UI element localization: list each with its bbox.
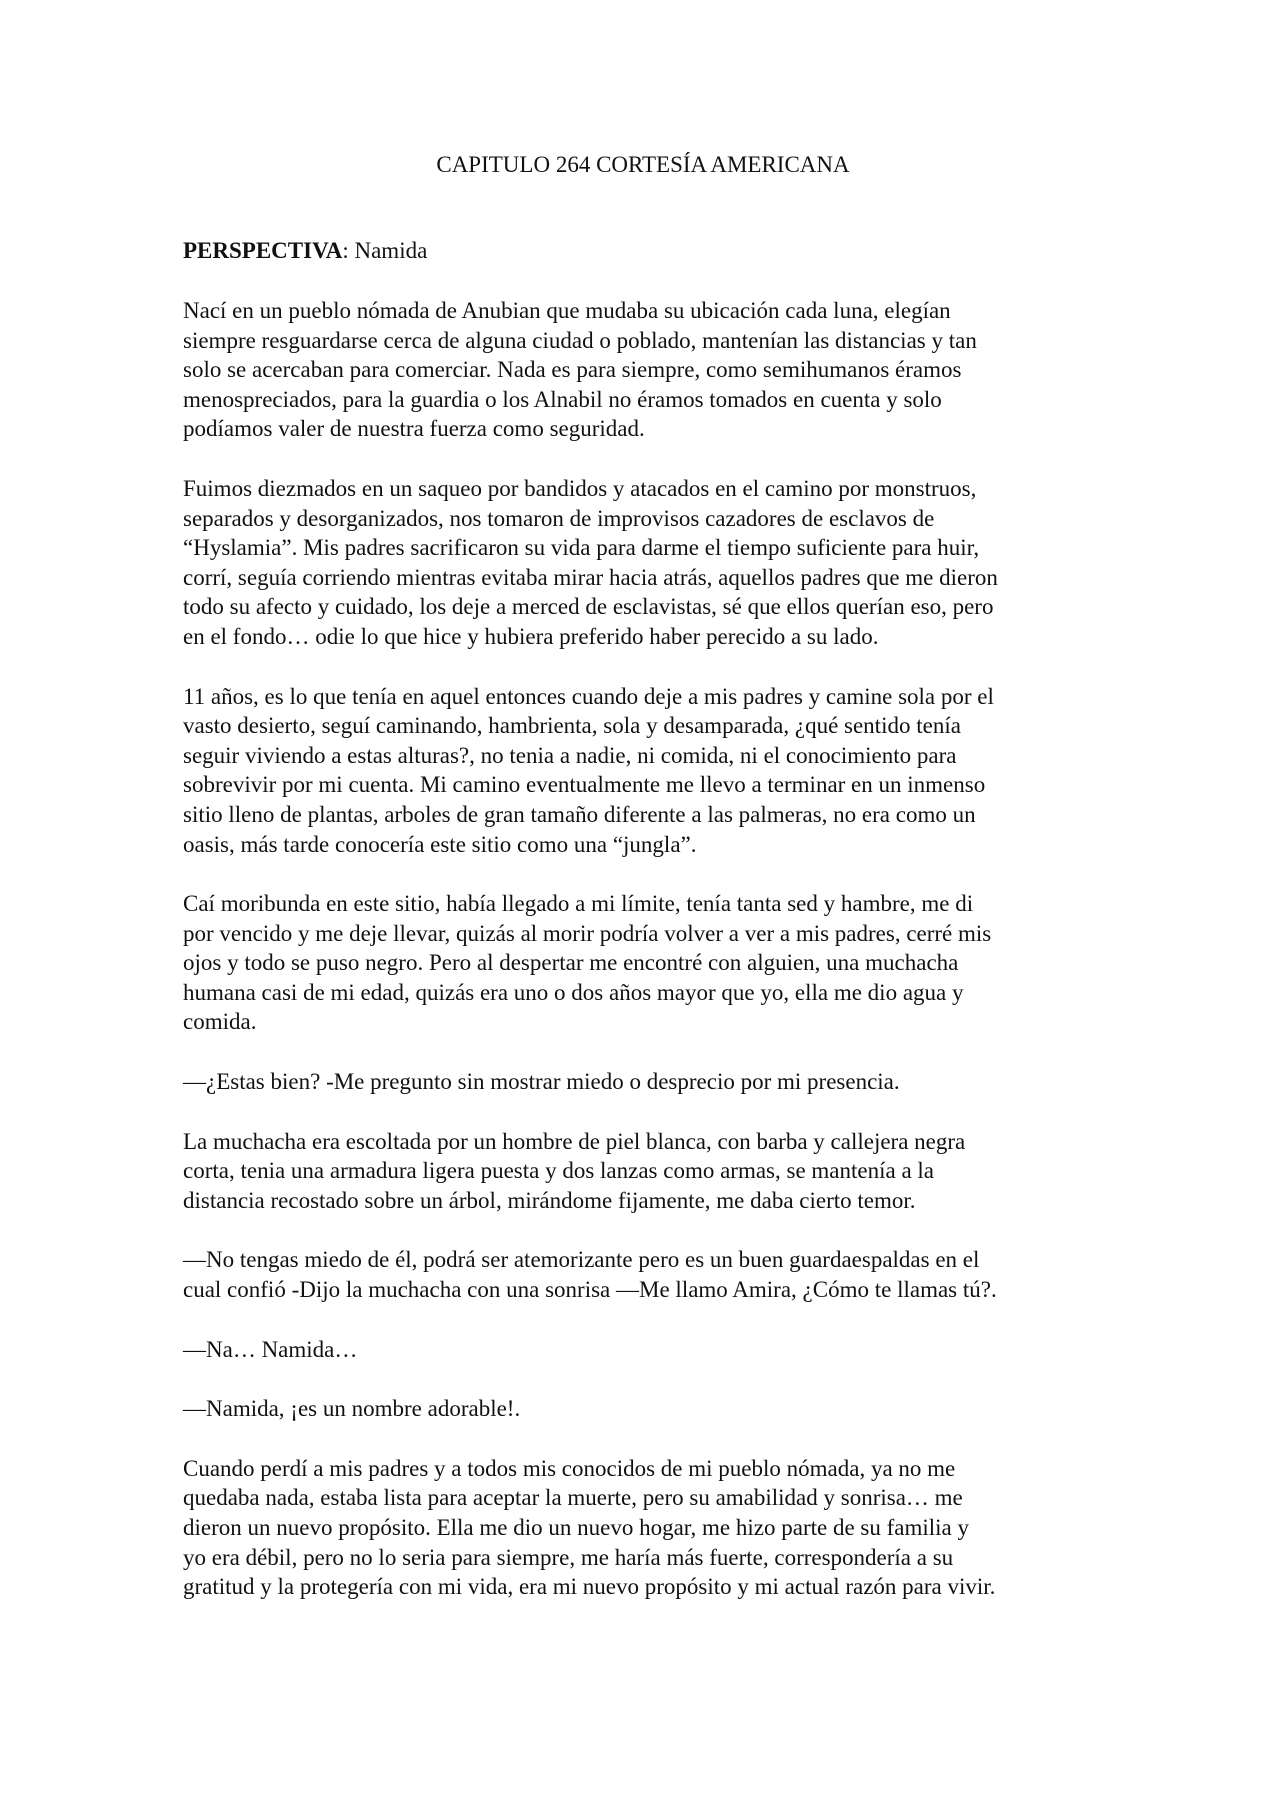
dialogue-line: —No tengas miedo de él, podrá ser atemorizante pero es un buen guardaespaldas en el cual confió -Dijo la muchacha con una sonrisa —Me llamo Amira, ¿Cómo te llamas tú?. (183, 1247, 997, 1303)
dialogue-line: —Na… Namida… (183, 1336, 358, 1362)
perspective-label: PERSPECTIVA (183, 238, 343, 263)
paragraph: Caí moribunda en este sitio, había llegado a mi límite, tenía tanta sed y hambre, me di por vencido y me deje llevar, quizás al morir podría volver a ver a mis padres, cerré mis ojos y todo se puso negro. Pero al despertar me encontré con alguien, una muchacha humana casi de mi edad, quizás era uno o dos años mayor que yo, ella me dio agua y comida. (183, 891, 992, 1035)
perspective-line (183, 236, 1103, 266)
paragraph: Fuimos diezmados en un saqueo por bandidos y atacados en el camino por monstruos, separados y desorganizados, nos tomaron de improvisos cazadores de esclavos de “Hyslamia”. Mis padres sacrificaron su vida para darme el tiempo suficiente para huir, corrí, seguía corriendo mientras evitaba mirar hacia atrás, aquellos padres que me dieron todo su afecto y cuidado, los deje a merced de esclavistas, sé que ellos querían eso, pero en el fondo… odie lo que hice y hubiera preferido haber perecido a su lado. (183, 475, 998, 649)
chapter-title: CAPITULO 264 CORTESÍA AMERICANA (436, 152, 850, 177)
document-page (183, 150, 1103, 1632)
dialogue-line: —¿Estas bien? -Me pregunto sin mostrar miedo o desprecio por mi presencia. (183, 1069, 900, 1095)
dialogue-line: —Namida, ¡es un nombre adorable!. (183, 1396, 521, 1422)
paragraph: 11 años, es lo que tenía en aquel entonces cuando deje a mis padres y camine sola por el vasto desierto, seguí caminando, hambrienta, sola y desamparada, ¿qué sentido tenía seguir viviendo a estas alturas?, no tenia a nadie, ni comida, ni el conocimiento para sobrevivir por mi cuenta. Mi camino eventualmente me llevo a terminar en un inmenso sitio lleno de plantas, arboles de gran tamaño diferente a las palmeras, no era como un oasis, más tarde conocería este sitio como una “jungla”. (183, 683, 994, 857)
paragraph: Cuando perdí a mis padres y a todos mis conocidos de mi pueblo nómada, ya no me quedaba nada, estaba lista para aceptar la muerte, pero su amabilidad y sonrisa… me dieron un nuevo propósito. Ella me dio un nuevo hogar, me hizo parte de su familia y yo era débil, pero no lo seria para siempre, me haría más fuerte, correspondería a su gratitud y la protegería con mi vida, era mi nuevo propósito y mi actual razón para vivir. (183, 1455, 996, 1600)
paragraph: La muchacha era escoltada por un hombre de piel blanca, con barba y callejera negra corta, tenia una armadura ligera puesta y dos lanzas como armas, se mantenía a la distancia recostado sobre un árbol, mirándome fijamente, me daba cierto temor. (183, 1128, 966, 1213)
perspective-name: Namida (348, 238, 428, 263)
paragraph: Nací en un pueblo nómada de Anubian que mudaba su ubicación cada luna, elegían siempre resguardarse cerca de alguna ciudad o poblado, mantenían las distancias y tan solo se acercaban para comerciar. Nada es para siempre, como semihumanos éramos menospreciados, para la guardia o los Alnabil no éramos tomados en cuenta y solo podíamos valer de nuestra fuerza como seguridad. (183, 298, 977, 442)
perspective-separator: : (342, 238, 349, 263)
